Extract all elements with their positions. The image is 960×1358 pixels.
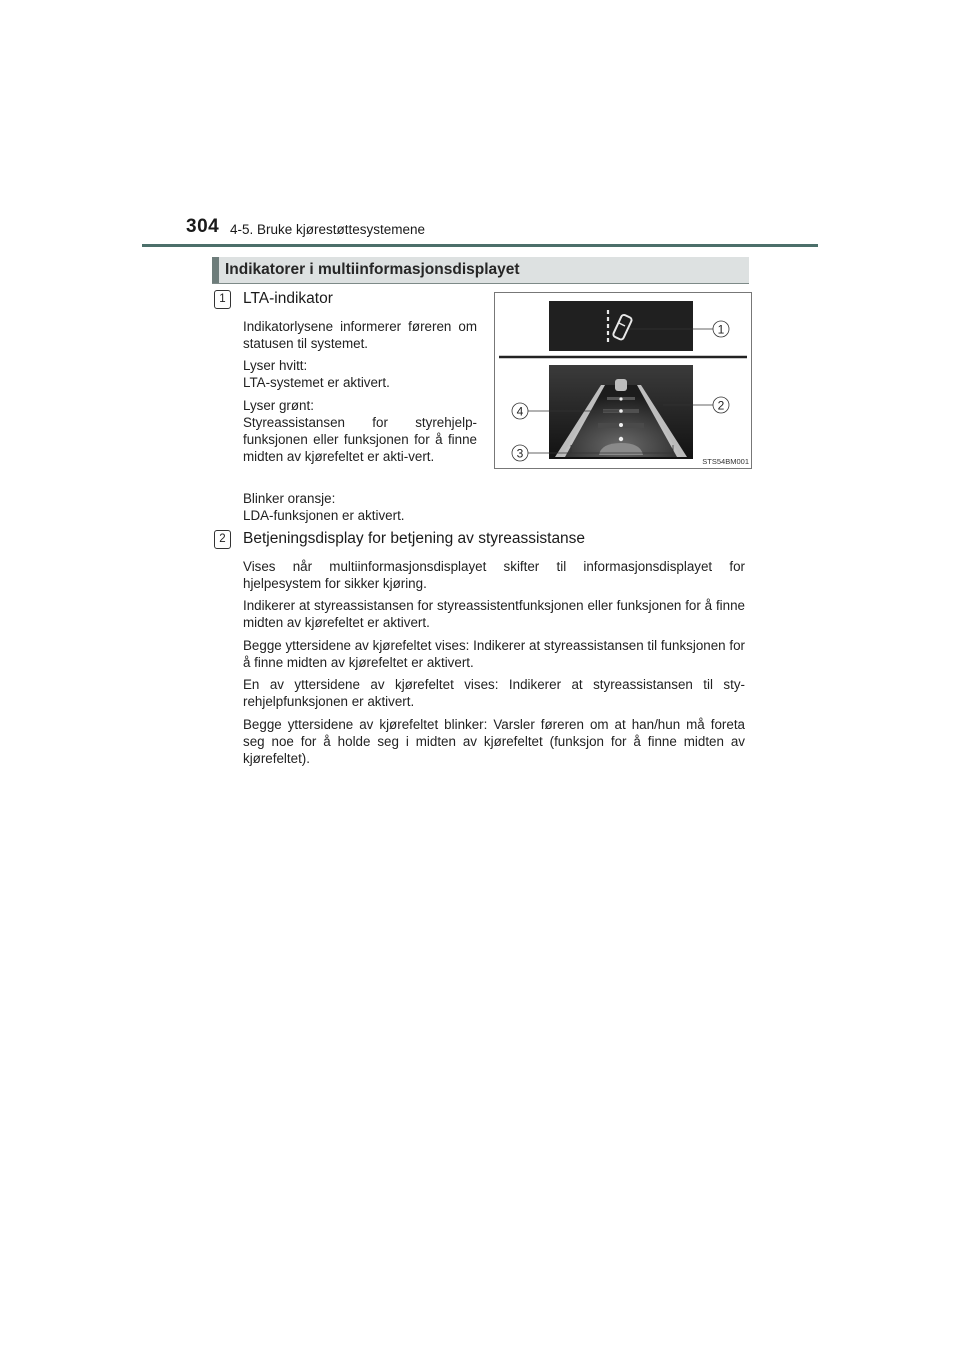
- item-title-lta: LTA-indikator: [243, 290, 333, 307]
- item-badge-2: 2: [214, 530, 231, 549]
- callout-2: 2: [717, 398, 725, 413]
- paragraph: [243, 597, 745, 631]
- paragraph-text: En av yttersidene av kjørefeltet vises: Indikerer at styreassistansen til sty-rehjelpfunksjonen er aktivert.: [243, 677, 745, 709]
- paragraph-text: Begge yttersidene av kjørefeltet blinker: Varsler føreren om at han/hun må foreta seg noe for å holde seg i midten av kjørefeltet (funksjon for å finne midten av kjørefeltet).: [243, 717, 745, 766]
- figure-code: STS54BM001: [702, 457, 749, 466]
- lta-indicator-panel: [549, 301, 693, 351]
- page-number: 304: [186, 216, 220, 237]
- paragraph-text: Indikatorlysene informerer føreren om statusen til systemet.: [243, 319, 477, 351]
- item-badge-1: 1: [214, 290, 231, 309]
- paragraph-text: Lyser hvitt: LTA-systemet er aktivert.: [243, 358, 390, 390]
- paragraph: [243, 490, 477, 524]
- paragraph-text: Lyser grønt: Styreassistansen for styrehjelp-funksjonen eller funksjonen for å finne midten av kjørefeltet er akti-vert.: [243, 398, 477, 464]
- display-illustration-svg: [495, 293, 751, 468]
- paragraph-text: Indikerer at styreassistansen for styreassistentfunksjonen eller funksjonen for å finne midten av kjørefeltet er aktivert.: [243, 598, 745, 630]
- section-heading: [212, 257, 749, 284]
- paragraph: [243, 318, 477, 352]
- chapter-title: 4-5. Bruke kjørestøttesystemene: [230, 222, 426, 237]
- paragraph: [243, 357, 477, 391]
- callout-3: 3: [516, 446, 524, 461]
- callout-4: 4: [516, 404, 524, 419]
- paragraph-text: Begge yttersidene av kjørefeltet vises: Indikerer at styreassistansen til funksjonen for å finne midten av kjørefeltet er aktivert.: [243, 638, 745, 670]
- paragraph: [243, 716, 745, 767]
- item-title-steering-assist: Betjeningsdisplay for betjening av styreassistanse: [243, 530, 586, 547]
- header-rule: [142, 244, 818, 247]
- paragraph: [243, 676, 745, 710]
- paragraph: [243, 637, 745, 671]
- paragraph: [243, 558, 745, 592]
- paragraph: [243, 397, 477, 465]
- display-illustration: [494, 292, 752, 469]
- section-heading-bar: [212, 257, 219, 283]
- paragraph-text: Blinker oransje: LDA-funksjonen er aktivert.: [243, 491, 405, 523]
- paragraph-text: Vises når multiinformasjonsdisplayet skifter til informasjonsdisplayet for hjelpesystem for sikker kjøring.: [243, 559, 745, 591]
- callout-1: 1: [717, 322, 725, 337]
- section-heading-text: Indikatorer i multiinformasjonsdisplayet: [225, 261, 520, 278]
